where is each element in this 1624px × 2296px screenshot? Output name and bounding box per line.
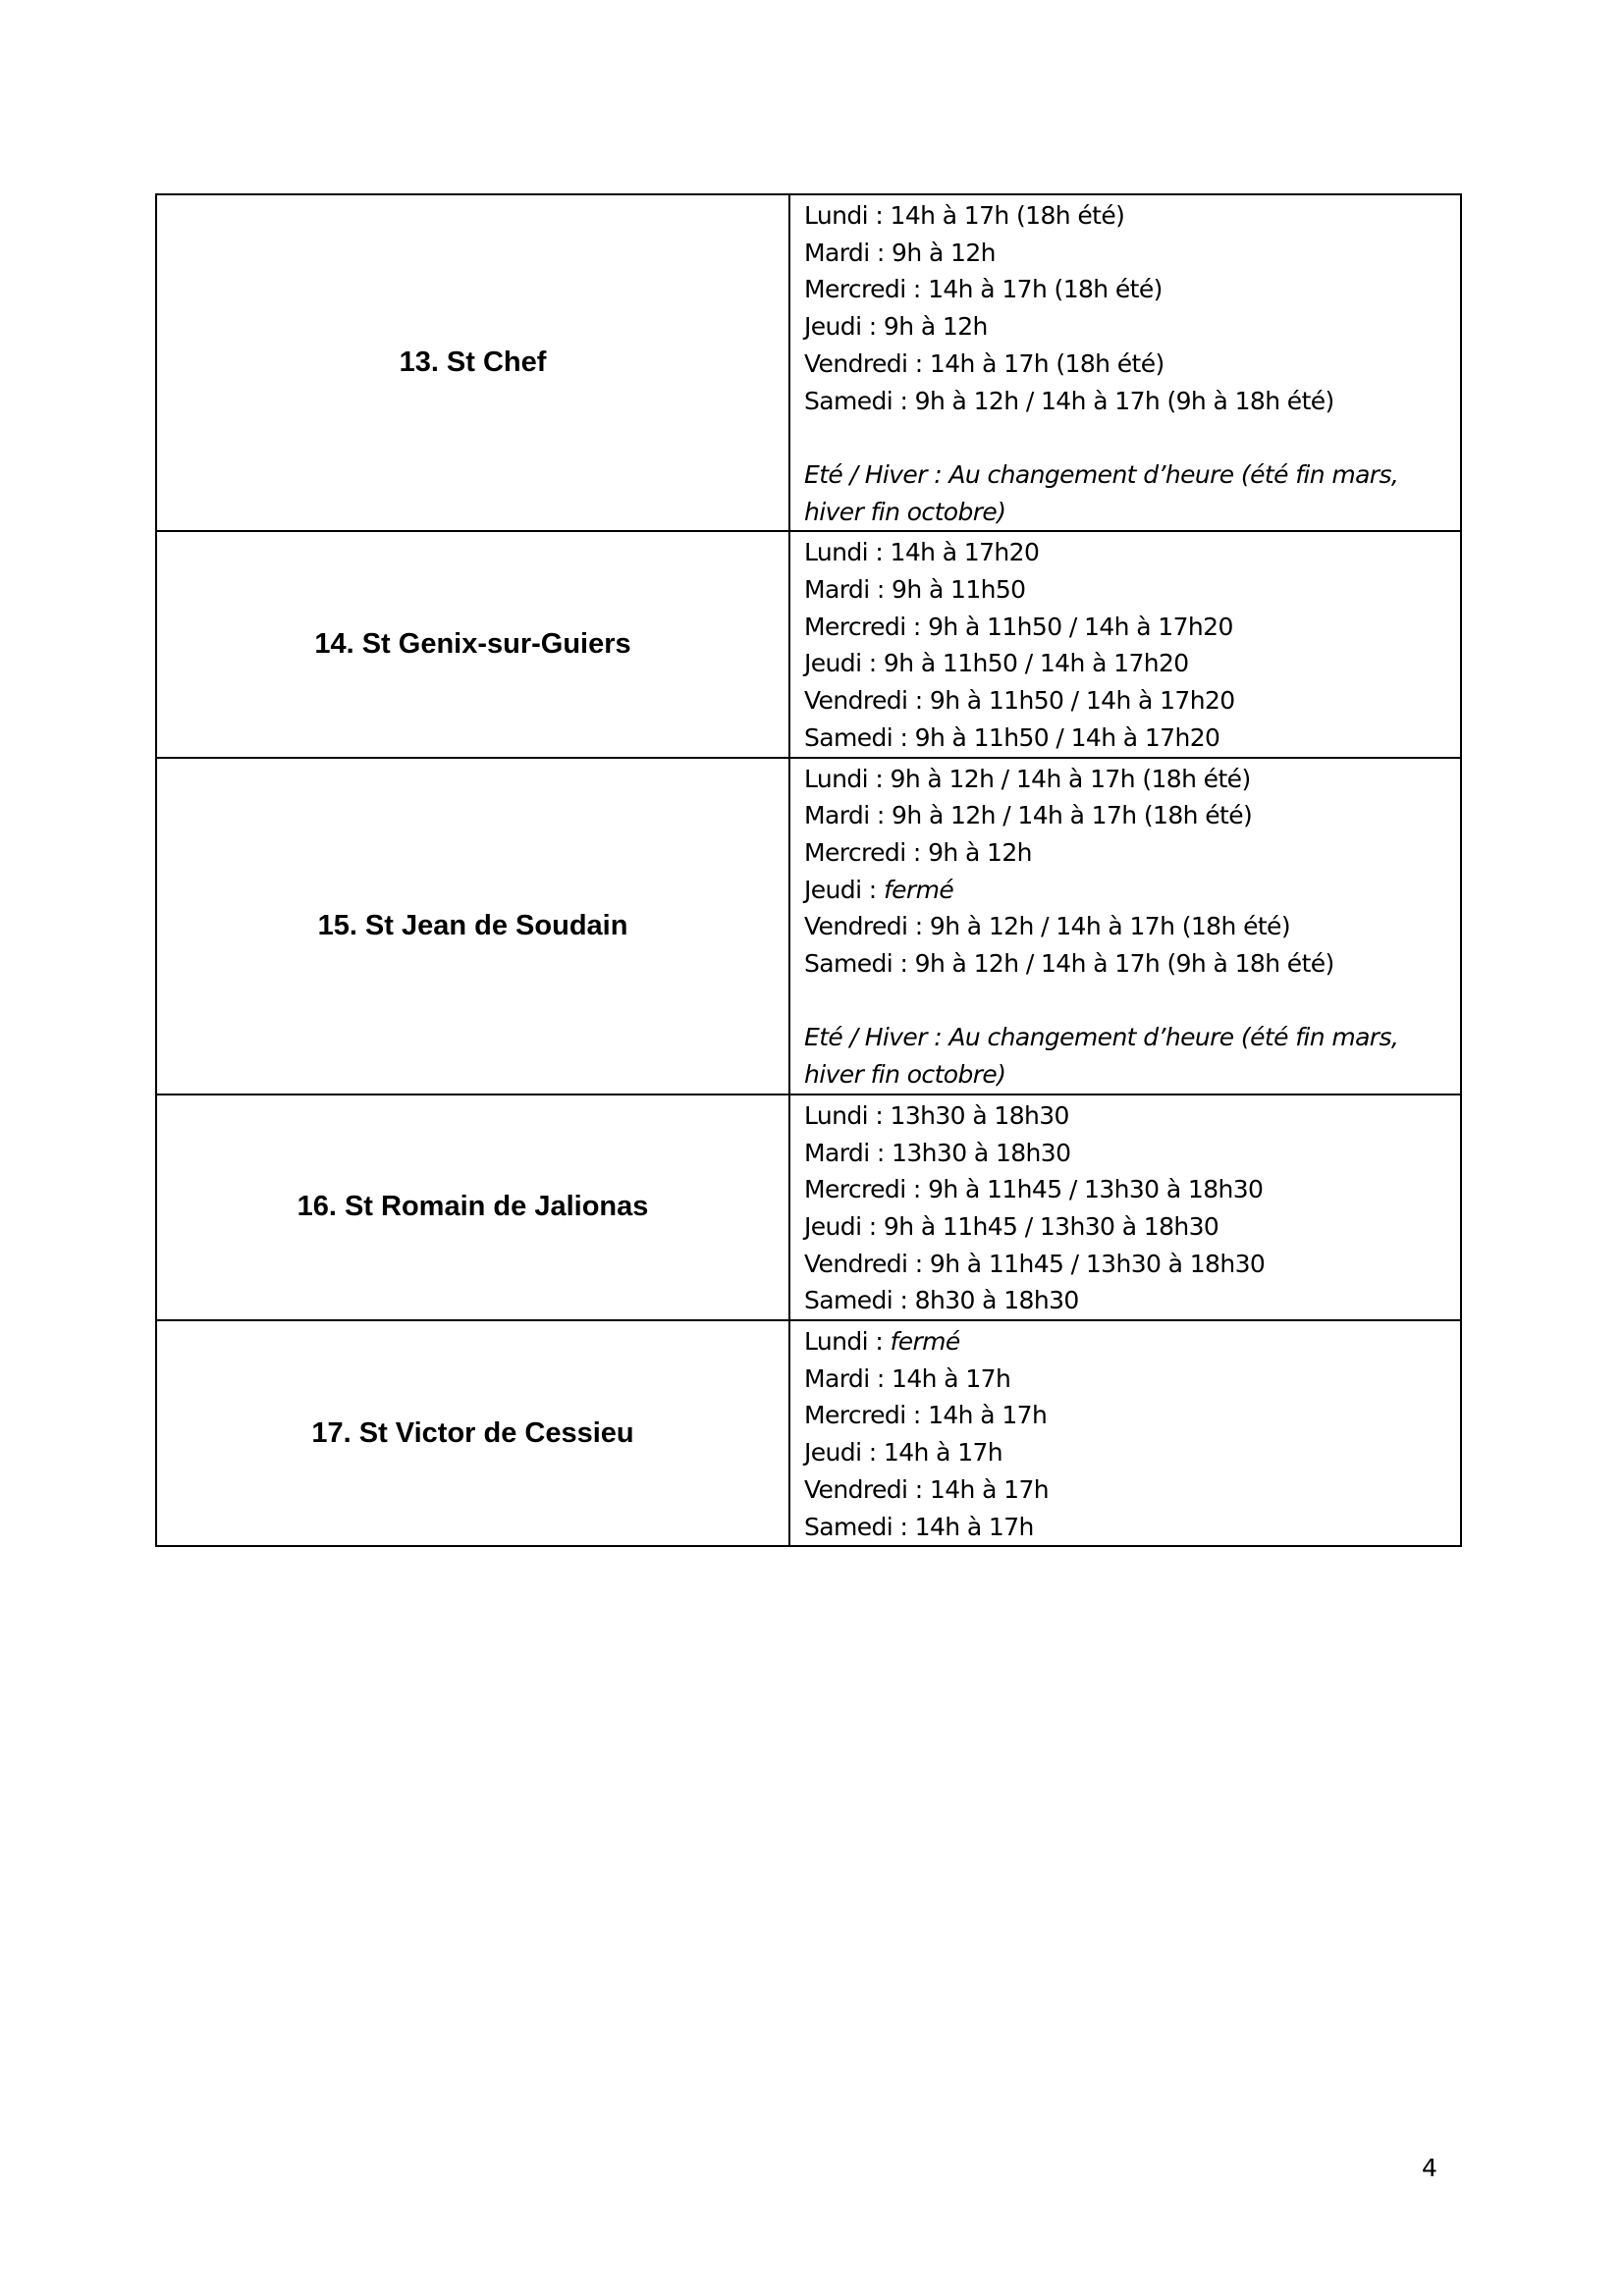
hours-line: Vendredi : 14h à 17h (18h été) (804, 348, 1164, 378)
spacer (804, 983, 1450, 1020)
hours-line: Samedi : 9h à 12h / 14h à 17h (9h à 18h été) (804, 386, 1334, 415)
hours-line: Jeudi : 9h à 11h50 / 14h à 17h20 (804, 649, 1189, 678)
hours-line: Jeudi : 9h à 11h45 / 13h30 à 18h30 (804, 1211, 1219, 1241)
day-label: Jeudi : (804, 875, 884, 904)
closed-label: fermé (883, 875, 954, 904)
hours-line: Jeudi : 9h à 12h (804, 312, 988, 342)
hours-line (804, 872, 1450, 909)
hours-line: Mercredi : 9h à 12h (804, 837, 1032, 867)
hours-line: Mercredi : 9h à 11h45 / 13h30 à 18h30 (804, 1175, 1264, 1204)
page-number: 4 (1422, 2154, 1437, 2182)
table-row (156, 194, 1461, 531)
hours-line: Mardi : 9h à 12h (804, 238, 996, 267)
location-name: 15. St Jean de Soudain (156, 758, 789, 1095)
hours-line: Lundi : 14h à 17h20 (804, 538, 1040, 567)
season-note: hiver fin octobre) (804, 497, 1006, 526)
hours-line: Samedi : 9h à 11h50 / 14h à 17h20 (804, 722, 1220, 752)
location-name: 16. St Romain de Jalionas (156, 1095, 789, 1320)
location-name: 17. St Victor de Cessieu (156, 1320, 789, 1546)
hours-line: Lundi : 14h à 17h (18h été) (804, 201, 1125, 230)
opening-hours (789, 1320, 1461, 1546)
day-label: Lundi : (804, 1327, 891, 1357)
hours-line: Vendredi : 9h à 11h45 / 13h30 à 18h30 (804, 1249, 1266, 1278)
season-note: hiver fin octobre) (804, 1060, 1006, 1090)
hours-line: Lundi : 9h à 12h / 14h à 17h (18h été) (804, 764, 1251, 793)
hours-line: Mercredi : 14h à 17h (18h été) (804, 275, 1163, 304)
hours-line: Mardi : 13h30 à 18h30 (804, 1138, 1071, 1167)
opening-hours (789, 194, 1461, 531)
hours-line: Samedi : 14h à 17h (804, 1512, 1034, 1541)
opening-hours (789, 531, 1461, 757)
hours-line: Mardi : 14h à 17h (804, 1363, 1011, 1393)
season-note: Eté / Hiver : Au changement d’heure (été fin mars, (804, 459, 1399, 489)
hours-line: Samedi : 9h à 12h / 14h à 17h (9h à 18h été) (804, 949, 1334, 979)
spacer (804, 419, 1450, 456)
opening-hours (789, 758, 1461, 1095)
table-row (156, 531, 1461, 757)
hours-line: Mercredi : 9h à 11h50 / 14h à 17h20 (804, 612, 1233, 641)
hours-line: Mercredi : 14h à 17h (804, 1401, 1048, 1430)
hours-line: Vendredi : 9h à 12h / 14h à 17h (18h été) (804, 912, 1290, 941)
hours-line: Vendredi : 14h à 17h (804, 1474, 1050, 1504)
hours-line: Vendredi : 9h à 11h50 / 14h à 17h20 (804, 686, 1235, 716)
table-row (156, 758, 1461, 1095)
table-row (156, 1095, 1461, 1320)
location-name: 14. St Genix-sur-Guiers (156, 531, 789, 757)
hours-line: Mardi : 9h à 11h50 (804, 575, 1026, 605)
schedule-table (155, 193, 1462, 1547)
hours-line: Mardi : 9h à 12h / 14h à 17h (18h été) (804, 801, 1253, 830)
season-note: Eté / Hiver : Au changement d’heure (été fin mars, (804, 1023, 1399, 1052)
closed-label: fermé (890, 1327, 960, 1357)
hours-line: Jeudi : 14h à 17h (804, 1438, 1003, 1468)
opening-hours (789, 1095, 1461, 1320)
location-name: 13. St Chef (156, 194, 789, 531)
hours-line (804, 1323, 1450, 1361)
table-row (156, 1320, 1461, 1546)
hours-line: Lundi : 13h30 à 18h30 (804, 1100, 1069, 1130)
hours-line: Samedi : 8h30 à 18h30 (804, 1286, 1079, 1315)
